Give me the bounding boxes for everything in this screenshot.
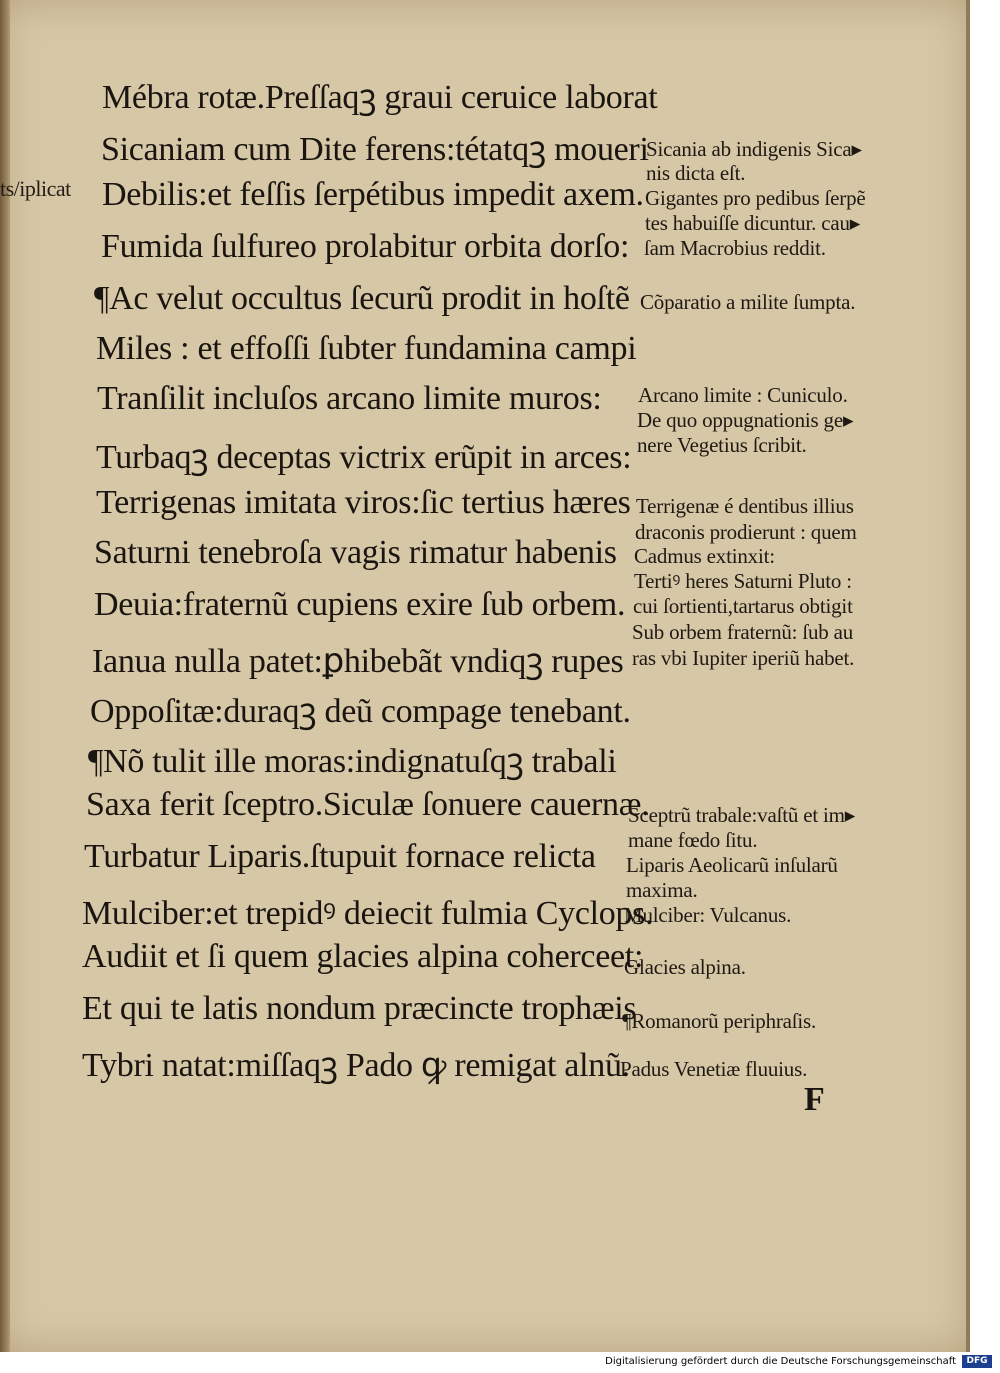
page-outer-edge bbox=[966, 0, 970, 1352]
footer-bar bbox=[0, 1352, 1000, 1373]
margin-note: nere Vegetius ſcribit. bbox=[637, 433, 807, 457]
verse-line: Tranſilit incluſos arcano limite muros: bbox=[97, 380, 602, 417]
margin-note: Mulciber: Vulcanus. bbox=[624, 903, 792, 927]
verse-line: Debilis:et feſſis ſerpétibus impedit axem. bbox=[102, 176, 644, 213]
margin-note: maxima. bbox=[626, 878, 698, 902]
verse-line: Ianua nulla patet:ꝑhibebãt vndiqꝫ rupes bbox=[92, 643, 624, 680]
margin-note: mane fœdo ſitu. bbox=[628, 828, 758, 852]
margin-note: Arcano limite : Cuniculo. bbox=[638, 383, 848, 407]
margin-note: Sicania ab indigenis Sica▸ bbox=[646, 137, 862, 161]
margin-note: Sub orbem fraternũ: ſub au bbox=[632, 620, 854, 644]
verse-line: Sicaniam cum Dite ferens:tétatqꝫ moueri bbox=[101, 131, 649, 168]
margin-note: ſam Macrobius reddit. bbox=[644, 236, 826, 260]
margin-note: Terrigenæ é dentibus illius bbox=[636, 494, 854, 518]
margin-note: nis dicta eſt. bbox=[646, 161, 746, 185]
margin-note: Tertiꝰ heres Saturni Pluto : bbox=[634, 569, 852, 593]
margin-note: Padus Venetiæ fluuius. bbox=[620, 1057, 808, 1081]
verse-line: Oppoſitæ:duraqꝫ deũ compage tenebant. bbox=[90, 693, 631, 730]
verse-line: Et qui te latis nondum præcincte trophæis bbox=[82, 990, 637, 1027]
verse-line: Mébra rotæ.Preſſaqꝫ graui ceruice laborat bbox=[102, 79, 658, 116]
margin-note: cui ſortienti,tartarus obtigit bbox=[633, 594, 853, 618]
verse-line: Tybri natat:miſſaqꝫ Pado ꝙ remigat alnũ. bbox=[82, 1047, 630, 1084]
dfg-logo: DFG bbox=[962, 1355, 992, 1368]
margin-note: draconis prodierunt : quem bbox=[635, 520, 857, 544]
page-gutter-edge bbox=[0, 0, 10, 1352]
verse-line: Mulciber:et trepidꝰ deiecit fulmia Cyclops. bbox=[82, 895, 654, 932]
margin-note: ras vbi Iupiter iperiũ habet. bbox=[632, 646, 855, 670]
margin-note: Cõparatio a milite ſumpta. bbox=[640, 290, 856, 314]
verse-line: Deuia:fraternũ cupiens exire ſub orbem. bbox=[94, 586, 626, 623]
margin-note: Sceptrũ trabale:vaſtũ et im▸ bbox=[628, 803, 856, 827]
verse-line: Fumida ſulfureo prolabitur orbita dorſo: bbox=[101, 228, 630, 265]
verse-line: Turbaqꝫ deceptas victrix erũpit in arces: bbox=[96, 439, 632, 476]
verse-line: Miles : et effoſſi ſubter fundamina campi bbox=[96, 330, 637, 367]
verse-line: ¶Ac velut occultus ſecurũ prodit in hoſtẽ bbox=[94, 280, 630, 317]
verse-line: Terrigenas imitata viros:ſic tertius hæres bbox=[96, 484, 631, 521]
margin-note: ¶Romanorũ periphraſis. bbox=[622, 1009, 817, 1033]
margin-note: Liparis Aeolicarũ inſularũ bbox=[626, 853, 838, 877]
margin-fragment: ts/iplicat bbox=[0, 176, 71, 201]
verse-line: Saturni tenebroſa vagis rimatur habenis bbox=[94, 534, 617, 571]
verse-line: Audiit et ſi quem glacies alpina coherceet: bbox=[82, 938, 644, 975]
verse-line: ¶Nõ tulit ille moras:indignatuſqꝫ trabali bbox=[88, 743, 617, 780]
margin-note: Cadmus extinxit: bbox=[634, 544, 775, 568]
margin-note: tes habuiſſe dicuntur. cau▸ bbox=[645, 211, 861, 235]
margin-note: Glacies alpina. bbox=[624, 955, 746, 979]
verse-line: Turbatur Liparis.ſtupuit fornace relicta bbox=[84, 838, 596, 875]
margin-note: Gigantes pro pedibus ſerpẽ bbox=[645, 186, 866, 210]
margin-note: De quo oppugnationis ge▸ bbox=[637, 408, 854, 432]
signature-mark: F bbox=[804, 1081, 825, 1118]
verse-line: Saxa ferit ſceptro.Siculæ ſonuere cauernæ. bbox=[86, 786, 650, 823]
funding-credit: Digitalisierung gefördert durch die Deutsche Forschungsgemeinschaft bbox=[605, 1356, 956, 1367]
